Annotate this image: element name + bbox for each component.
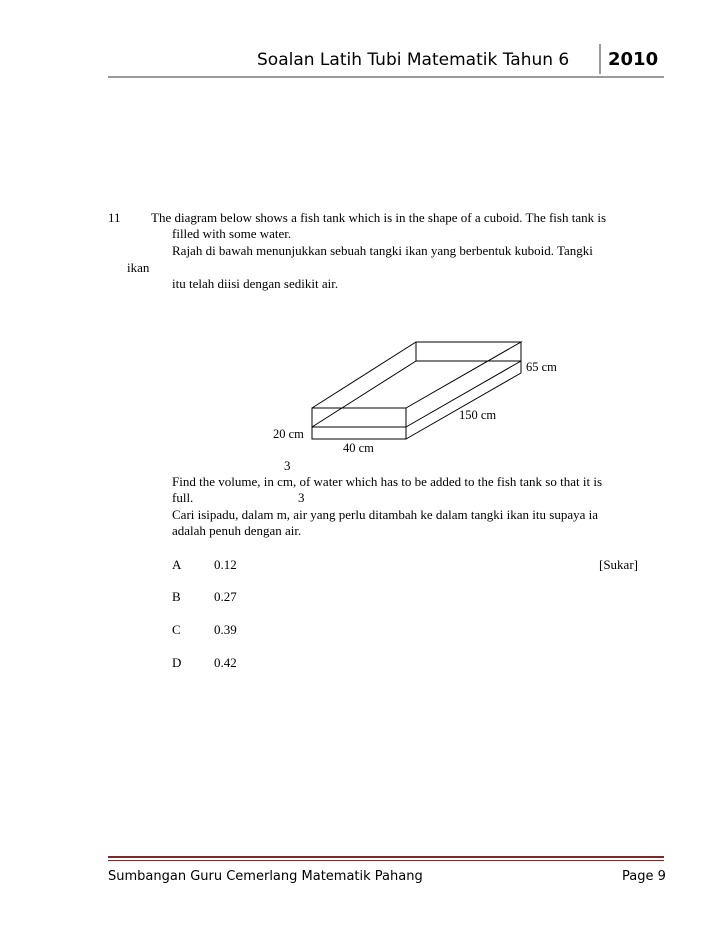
cari-line2: adalah penuh dengan air.	[172, 523, 302, 538]
question-english-line2: filled with some water.	[172, 226, 292, 241]
label-length: 150 cm	[459, 408, 497, 422]
question-malay-wrap: ikan	[127, 260, 150, 275]
option-letter-a: A	[172, 557, 182, 572]
footer-rule-top	[108, 856, 664, 858]
difficulty-badge: [Sukar]	[599, 557, 638, 572]
footer-page: Page 9	[622, 869, 666, 884]
question-english-line1: The diagram below shows a fish tank which is in the shape of a cuboid. The fish tank is	[151, 210, 607, 225]
footer-rule-bottom	[108, 860, 664, 861]
find-line2: full.	[172, 490, 194, 505]
option-letter-d: D	[172, 655, 182, 670]
question-malay-line1: Rajah di bawah menunjukkan sebuah tangki ikan yang berbentuk kuboid. Tangki	[172, 243, 593, 258]
question-number: 11	[108, 210, 121, 225]
header-divider	[599, 44, 601, 74]
superscript-cm3: 3	[284, 458, 291, 473]
header-year: 2010	[608, 49, 659, 70]
header-rule	[108, 76, 664, 78]
tank-right-face	[406, 342, 521, 439]
superscript-m3: 3	[298, 490, 305, 505]
label-height: 65 cm	[526, 360, 557, 374]
header-title: Soalan Latih Tubi Matematik Tahun 6	[257, 50, 570, 70]
water-line-left	[312, 361, 416, 427]
option-letter-c: C	[172, 622, 181, 637]
option-value-a: 0.12	[214, 557, 237, 572]
label-width: 40 cm	[343, 441, 374, 455]
option-value-c: 0.39	[214, 622, 237, 637]
question-malay-line2: itu telah diisi dengan sedikit air.	[172, 276, 339, 291]
label-water-depth: 20 cm	[273, 427, 304, 441]
fish-tank-diagram	[300, 338, 530, 442]
footer-left: Sumbangan Guru Cemerlang Matematik Pahang	[108, 869, 423, 884]
option-value-b: 0.27	[214, 589, 237, 604]
find-line1: Find the volume, in cm, of water which has to be added to the fish tank so that it is	[172, 474, 603, 489]
option-letter-b: B	[172, 589, 181, 604]
tank-front-face	[312, 408, 406, 439]
option-value-d: 0.42	[214, 655, 237, 670]
cari-line1: Cari isipadu, dalam m, air yang perlu ditambah ke dalam tangki ikan itu supaya ia	[172, 507, 598, 522]
